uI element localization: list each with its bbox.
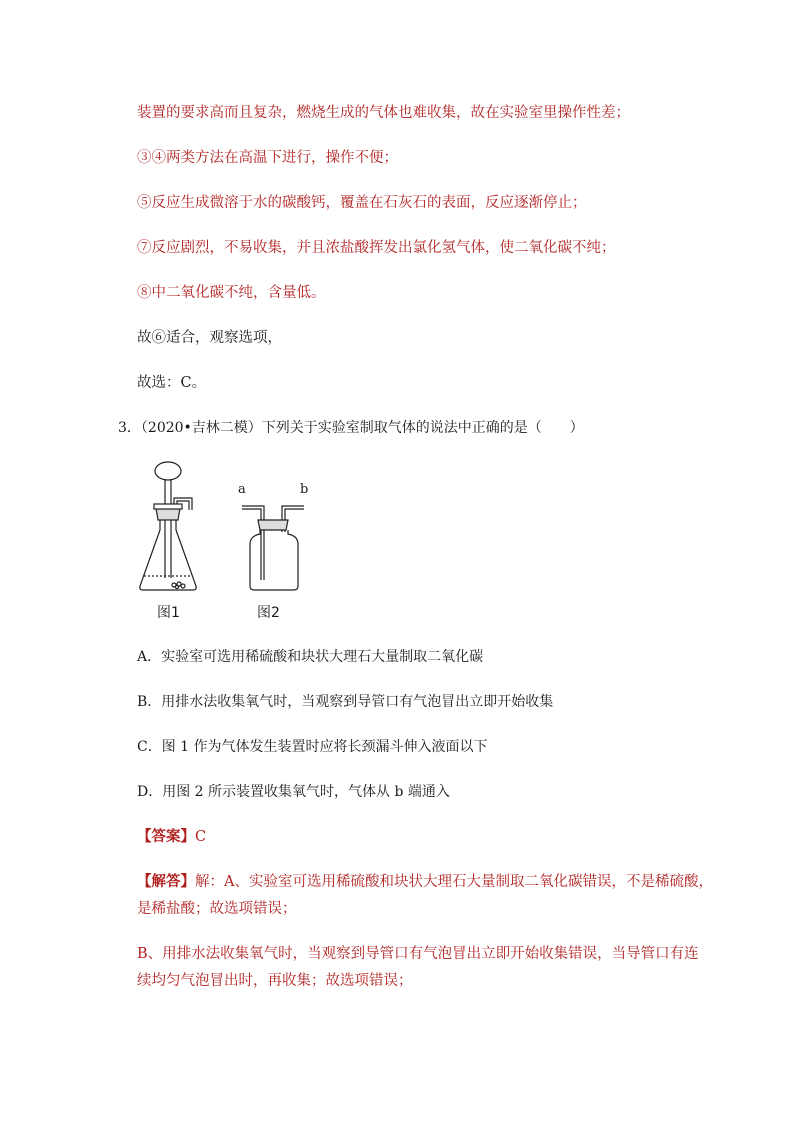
solution-text-line: ③④两类方法在高温下进行，操作不便； [137,150,398,166]
port-b-label: b [300,482,309,497]
option-b: B．用排水法收集氧气时，当观察到导管口有气泡冒出立即开始收集 [137,694,554,710]
solution-choice-line: 故选：C。 [137,375,207,391]
solution-text-line: ⑧中二氧化碳不纯，含量低。 [137,285,326,301]
figure-1-flask-apparatus [130,458,210,598]
solution-text-line: ⑤反应生成微溶于水的碳酸钙，覆盖在石灰石的表面，反应逐渐停止； [137,195,587,211]
solution-text-line: ⑦反应剧烈，不易收集，并且浓盐酸挥发出氯化氢气体，使二氧化碳不纯； [137,240,616,256]
figure-2-label: 图2 [257,605,280,621]
explanation-text: B、用排水法收集氧气时，当观察到导管口有气泡冒出立即开始收集错误，当导管口有连 [137,946,699,962]
solution-text-line: 装置的要求高而且复杂，燃烧生成的气体也难收集，故在实验室里操作性差； [137,105,630,121]
solution-text-line: 故⑥适合，观察选项， [137,330,282,346]
explanation-text: 是稀盐酸；故选项错误； [137,901,297,917]
figure-1-label: 图1 [157,605,180,621]
answer-label: 【答案】 [137,829,195,845]
answer-value: C [195,829,207,845]
option-d: D．用图 2 所示装置收集氧气时，气体从 b 端通入 [137,784,450,800]
option-a: A．实验室可选用稀硫酸和块状大理石大量制取二氧化碳 [137,649,484,665]
explanation-text: 续均匀气泡冒出时，再收集；故选项错误； [137,973,413,989]
explanation-text: 解：A、实验室可选用稀硫酸和块状大理石大量制取二氧化碳错误，不是稀硫酸， [195,874,713,890]
answer-line [137,827,206,847]
question-stem: 3．（2020•吉林二模）下列关于实验室制取气体的说法中正确的是（ ） [118,420,584,436]
explanation-line [137,872,713,892]
explanation-label: 【解答】 [137,874,195,890]
option-c: C．图 1 作为气体发生装置时应将长颈漏斗伸入液面以下 [137,739,488,755]
figure-2-collection-bottle [238,498,308,598]
port-a-label: a [238,482,246,497]
